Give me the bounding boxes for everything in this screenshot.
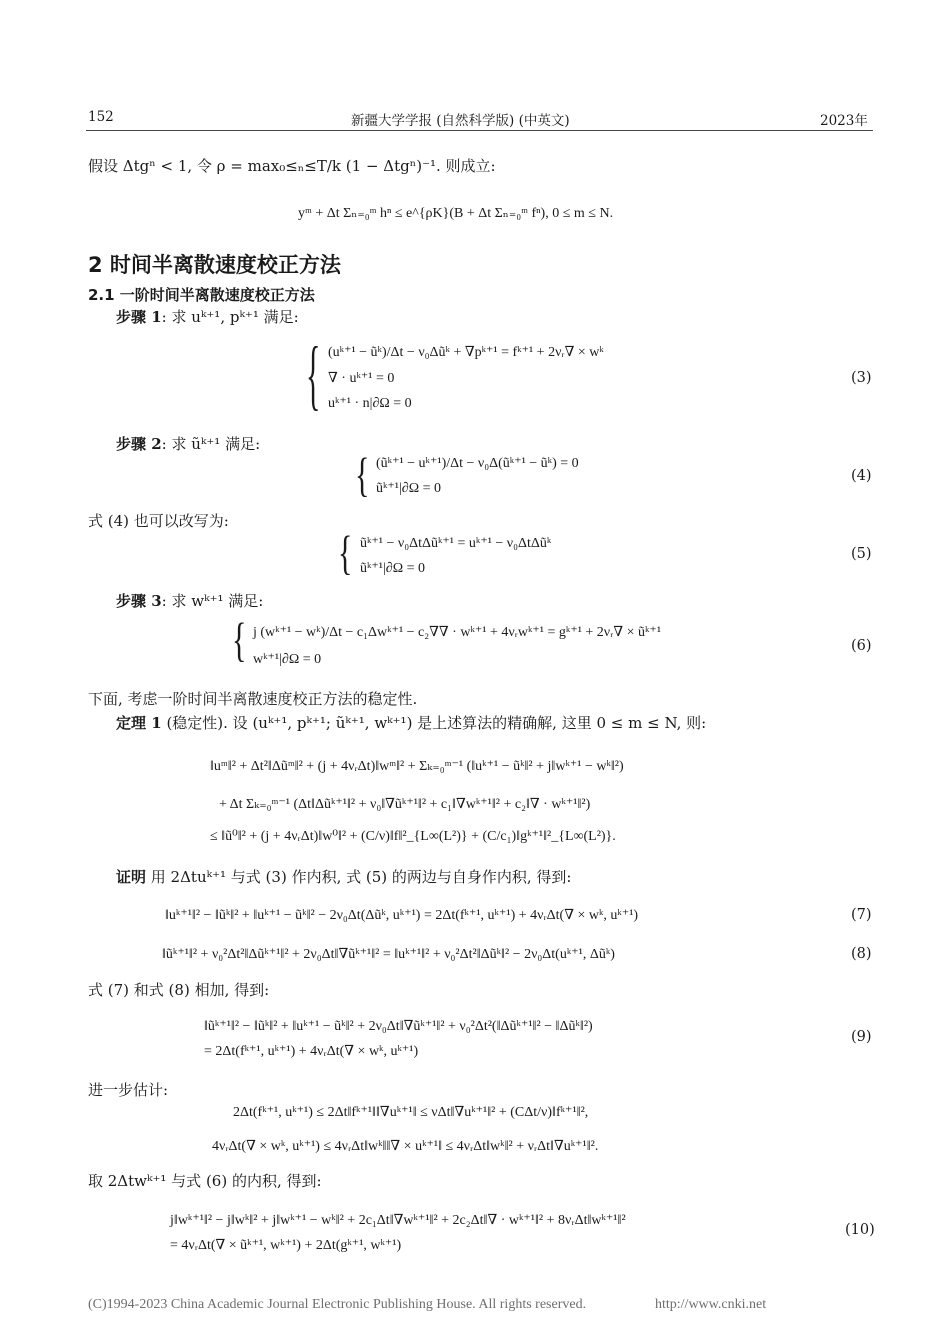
journal-title: 新疆大学学报 (自然科学版) (中英文) bbox=[351, 113, 570, 129]
eq4-line2: ũᵏ⁺¹|∂Ω = 0 bbox=[376, 481, 442, 496]
step1-text: : 求 uᵏ⁺¹, pᵏ⁺¹ 满足: bbox=[161, 308, 299, 326]
stability-intro: 下面, 考虑一阶时间半离散速度校正方法的稳定性. bbox=[88, 690, 418, 708]
step3-heading bbox=[116, 590, 263, 611]
step3-text: : 求 wᵏ⁺¹ 满足: bbox=[161, 592, 264, 610]
step3-label: 步骤 3 bbox=[116, 592, 162, 610]
eq3-line3: uᵏ⁺¹ · n|∂Ω = 0 bbox=[328, 396, 412, 411]
eq6-line1: j (wᵏ⁺¹ − wᵏ)/Δt − c₁Δwᵏ⁺¹ − c₂∇∇ · wᵏ⁺¹ + 4νᵣwᵏ⁺¹ = gᵏ⁺¹ + 2νᵣ∇ × ũᵏ⁺¹ bbox=[253, 625, 662, 640]
eq3-line1: (uᵏ⁺¹ − ũᵏ)/Δt − ν₀Δũᵏ + ∇pᵏ⁺¹ = fᵏ⁺¹ + 2νᵣ∇ × wᵏ bbox=[328, 345, 604, 360]
left-brace: { bbox=[338, 526, 353, 580]
eq3-number: (3) bbox=[851, 370, 872, 386]
rewrite-text: 式 (4) 也可以改写为: bbox=[88, 512, 229, 530]
eq4-line1: (ũᵏ⁺¹ − uᵏ⁺¹)/Δt − ν₀Δ(ũᵏ⁺¹ − ũᵏ) = 0 bbox=[376, 456, 579, 471]
further-text: 进一步估计: bbox=[88, 1081, 169, 1099]
copyright-notice: (C)1994-2023 China Academic Journal Electronic Publishing House. All rights reserved. bbox=[88, 1297, 587, 1312]
assumption-line: 假设 Δtgⁿ < 1, 令 ρ = max₀≤ₙ≤T/k (1 − Δtgⁿ)⁻¹. 则成立: bbox=[88, 157, 496, 175]
step2-label: 步骤 2 bbox=[116, 435, 162, 453]
theorem-ineq-line3: ≤ ‖ũ⁰‖² + (j + 4νᵣΔt)‖w⁰‖² + (C/ν)‖f‖²_{L∞(L²)} + (C/c₁)‖gᵏ⁺¹‖²_{L∞(L²)}. bbox=[210, 829, 616, 844]
eq9-line2: = 2Δt(fᵏ⁺¹, uᵏ⁺¹) + 4νᵣΔt(∇ × wᵏ, uᵏ⁺¹) bbox=[204, 1044, 419, 1059]
eq9-number: (9) bbox=[851, 1029, 872, 1045]
eq6-number: (6) bbox=[851, 638, 872, 654]
header-rule bbox=[86, 130, 873, 131]
add-text: 式 (7) 和式 (8) 相加, 得到: bbox=[88, 981, 270, 999]
theorem-ineq-line2: + Δt Σₖ₌₀ᵐ⁻¹ (Δt‖Δũᵏ⁺¹‖² + ν₀‖∇ũᵏ⁺¹‖² + c₁‖∇wᵏ⁺¹‖² + c₂‖∇ · wᵏ⁺¹‖²) bbox=[219, 797, 591, 812]
eq10-line2: = 4νᵣΔt(∇ × ũᵏ⁺¹, wᵏ⁺¹) + 2Δt(gᵏ⁺¹, wᵏ⁺¹) bbox=[170, 1238, 402, 1253]
eq10-number: (10) bbox=[845, 1222, 875, 1238]
eq5-line1: ũᵏ⁺¹ − ν₀ΔtΔũᵏ⁺¹ = uᵏ⁺¹ − ν₀ΔtΔũᵏ bbox=[360, 536, 552, 551]
section-2-1-title: 2.1 一阶时间半离散速度校正方法 bbox=[88, 286, 315, 304]
theorem-text: (稳定性). 设 (uᵏ⁺¹, pᵏ⁺¹; ũᵏ⁺¹, wᵏ⁺¹) 是上述算法的精确解, 这里 0 ≤ m ≤ N, 则: bbox=[161, 714, 707, 732]
eq8-number: (8) bbox=[851, 946, 872, 962]
proof-text: 用 2Δtuᵏ⁺¹ 与式 (3) 作内积, 式 (5) 的两边与自身作内积, 得到: bbox=[146, 868, 572, 886]
left-brace: { bbox=[306, 332, 321, 419]
proof-heading bbox=[116, 866, 571, 887]
eq5-line2: ũᵏ⁺¹|∂Ω = 0 bbox=[360, 561, 426, 576]
eq5-number: (5) bbox=[851, 546, 872, 562]
eq9-line1: ‖ũᵏ⁺¹‖² − ‖ũᵏ‖² + ‖uᵏ⁺¹ − ũᵏ‖² + 2ν₀Δt‖∇ũᵏ⁺¹‖² + ν₀²Δt²(‖Δũᵏ⁺¹‖² − ‖Δũᵏ‖²) bbox=[204, 1019, 593, 1034]
section-2-title: 2 时间半离散速度校正方法 bbox=[88, 253, 341, 277]
eq4-number: (4) bbox=[851, 468, 872, 484]
step2-text: : 求 ũᵏ⁺¹ 满足: bbox=[161, 435, 261, 453]
theorem-label: 定理 1 bbox=[116, 714, 162, 732]
take-text: 取 2Δtwᵏ⁺¹ 与式 (6) 的内积, 得到: bbox=[88, 1172, 322, 1190]
eq8: ‖ũᵏ⁺¹‖² + ν₀²Δt²‖Δũᵏ⁺¹‖² + 2ν₀Δt‖∇ũᵏ⁺¹‖² = ‖uᵏ⁺¹‖² + ν₀²Δt²‖Δũᵏ‖² − 2ν₀Δt(uᵏ⁺¹, Δũᵏ) bbox=[162, 947, 615, 962]
eq10-line1: j‖wᵏ⁺¹‖² − j‖wᵏ‖² + j‖wᵏ⁺¹ − wᵏ‖² + 2c₁Δt‖∇wᵏ⁺¹‖² + 2c₂Δt‖∇ · wᵏ⁺¹‖² + 8νᵣΔt‖wᵏ⁺¹‖² bbox=[170, 1213, 626, 1228]
gronwall-inequality: yᵐ + Δt Σₙ₌₀ᵐ hⁿ ≤ e^{ρK}(B + Δt Σₙ₌₀ᵐ fⁿ), 0 ≤ m ≤ N. bbox=[298, 206, 614, 221]
step1-label: 步骤 1 bbox=[116, 308, 162, 326]
left-brace: { bbox=[355, 448, 370, 502]
journal-year: 2023年 bbox=[820, 113, 868, 129]
eq6-line2: wᵏ⁺¹|∂Ω = 0 bbox=[253, 652, 322, 667]
step2-heading bbox=[116, 433, 260, 454]
estimate-line2: 4νᵣΔt(∇ × wᵏ, uᵏ⁺¹) ≤ 4νᵣΔt‖wᵏ‖‖∇ × uᵏ⁺¹‖ ≤ 4νᵣΔt‖wᵏ‖² + νᵣΔt‖∇uᵏ⁺¹‖². bbox=[212, 1139, 599, 1154]
eq7: ‖uᵏ⁺¹‖² − ‖ũᵏ‖² + ‖uᵏ⁺¹ − ũᵏ‖² − 2ν₀Δt(Δũᵏ, uᵏ⁺¹) = 2Δt(fᵏ⁺¹, uᵏ⁺¹) + 4νᵣΔt(∇ × wᵏ, uᵏ⁺¹) bbox=[165, 908, 639, 923]
theorem-heading bbox=[116, 712, 706, 733]
cnki-url[interactable]: http://www.cnki.net bbox=[655, 1297, 767, 1312]
eq3-line2: ∇ · uᵏ⁺¹ = 0 bbox=[328, 371, 395, 386]
page-number: 152 bbox=[88, 109, 114, 125]
theorem-ineq-line1: ‖uᵐ‖² + Δt²‖Δũᵐ‖² + (j + 4νᵣΔt)‖wᵐ‖² + Σₖ₌₀ᵐ⁻¹ (‖uᵏ⁺¹ − ũᵏ‖² + j‖wᵏ⁺¹ − wᵏ‖²) bbox=[210, 759, 624, 774]
estimate-line1: 2Δt(fᵏ⁺¹, uᵏ⁺¹) ≤ 2Δt‖fᵏ⁺¹‖‖∇uᵏ⁺¹‖ ≤ νΔt‖∇uᵏ⁺¹‖² + (CΔt/ν)‖fᵏ⁺¹‖², bbox=[233, 1105, 589, 1120]
step1-heading bbox=[116, 306, 299, 327]
eq7-number: (7) bbox=[851, 907, 872, 923]
proof-label: 证明 bbox=[116, 868, 147, 886]
left-brace: { bbox=[232, 613, 247, 667]
